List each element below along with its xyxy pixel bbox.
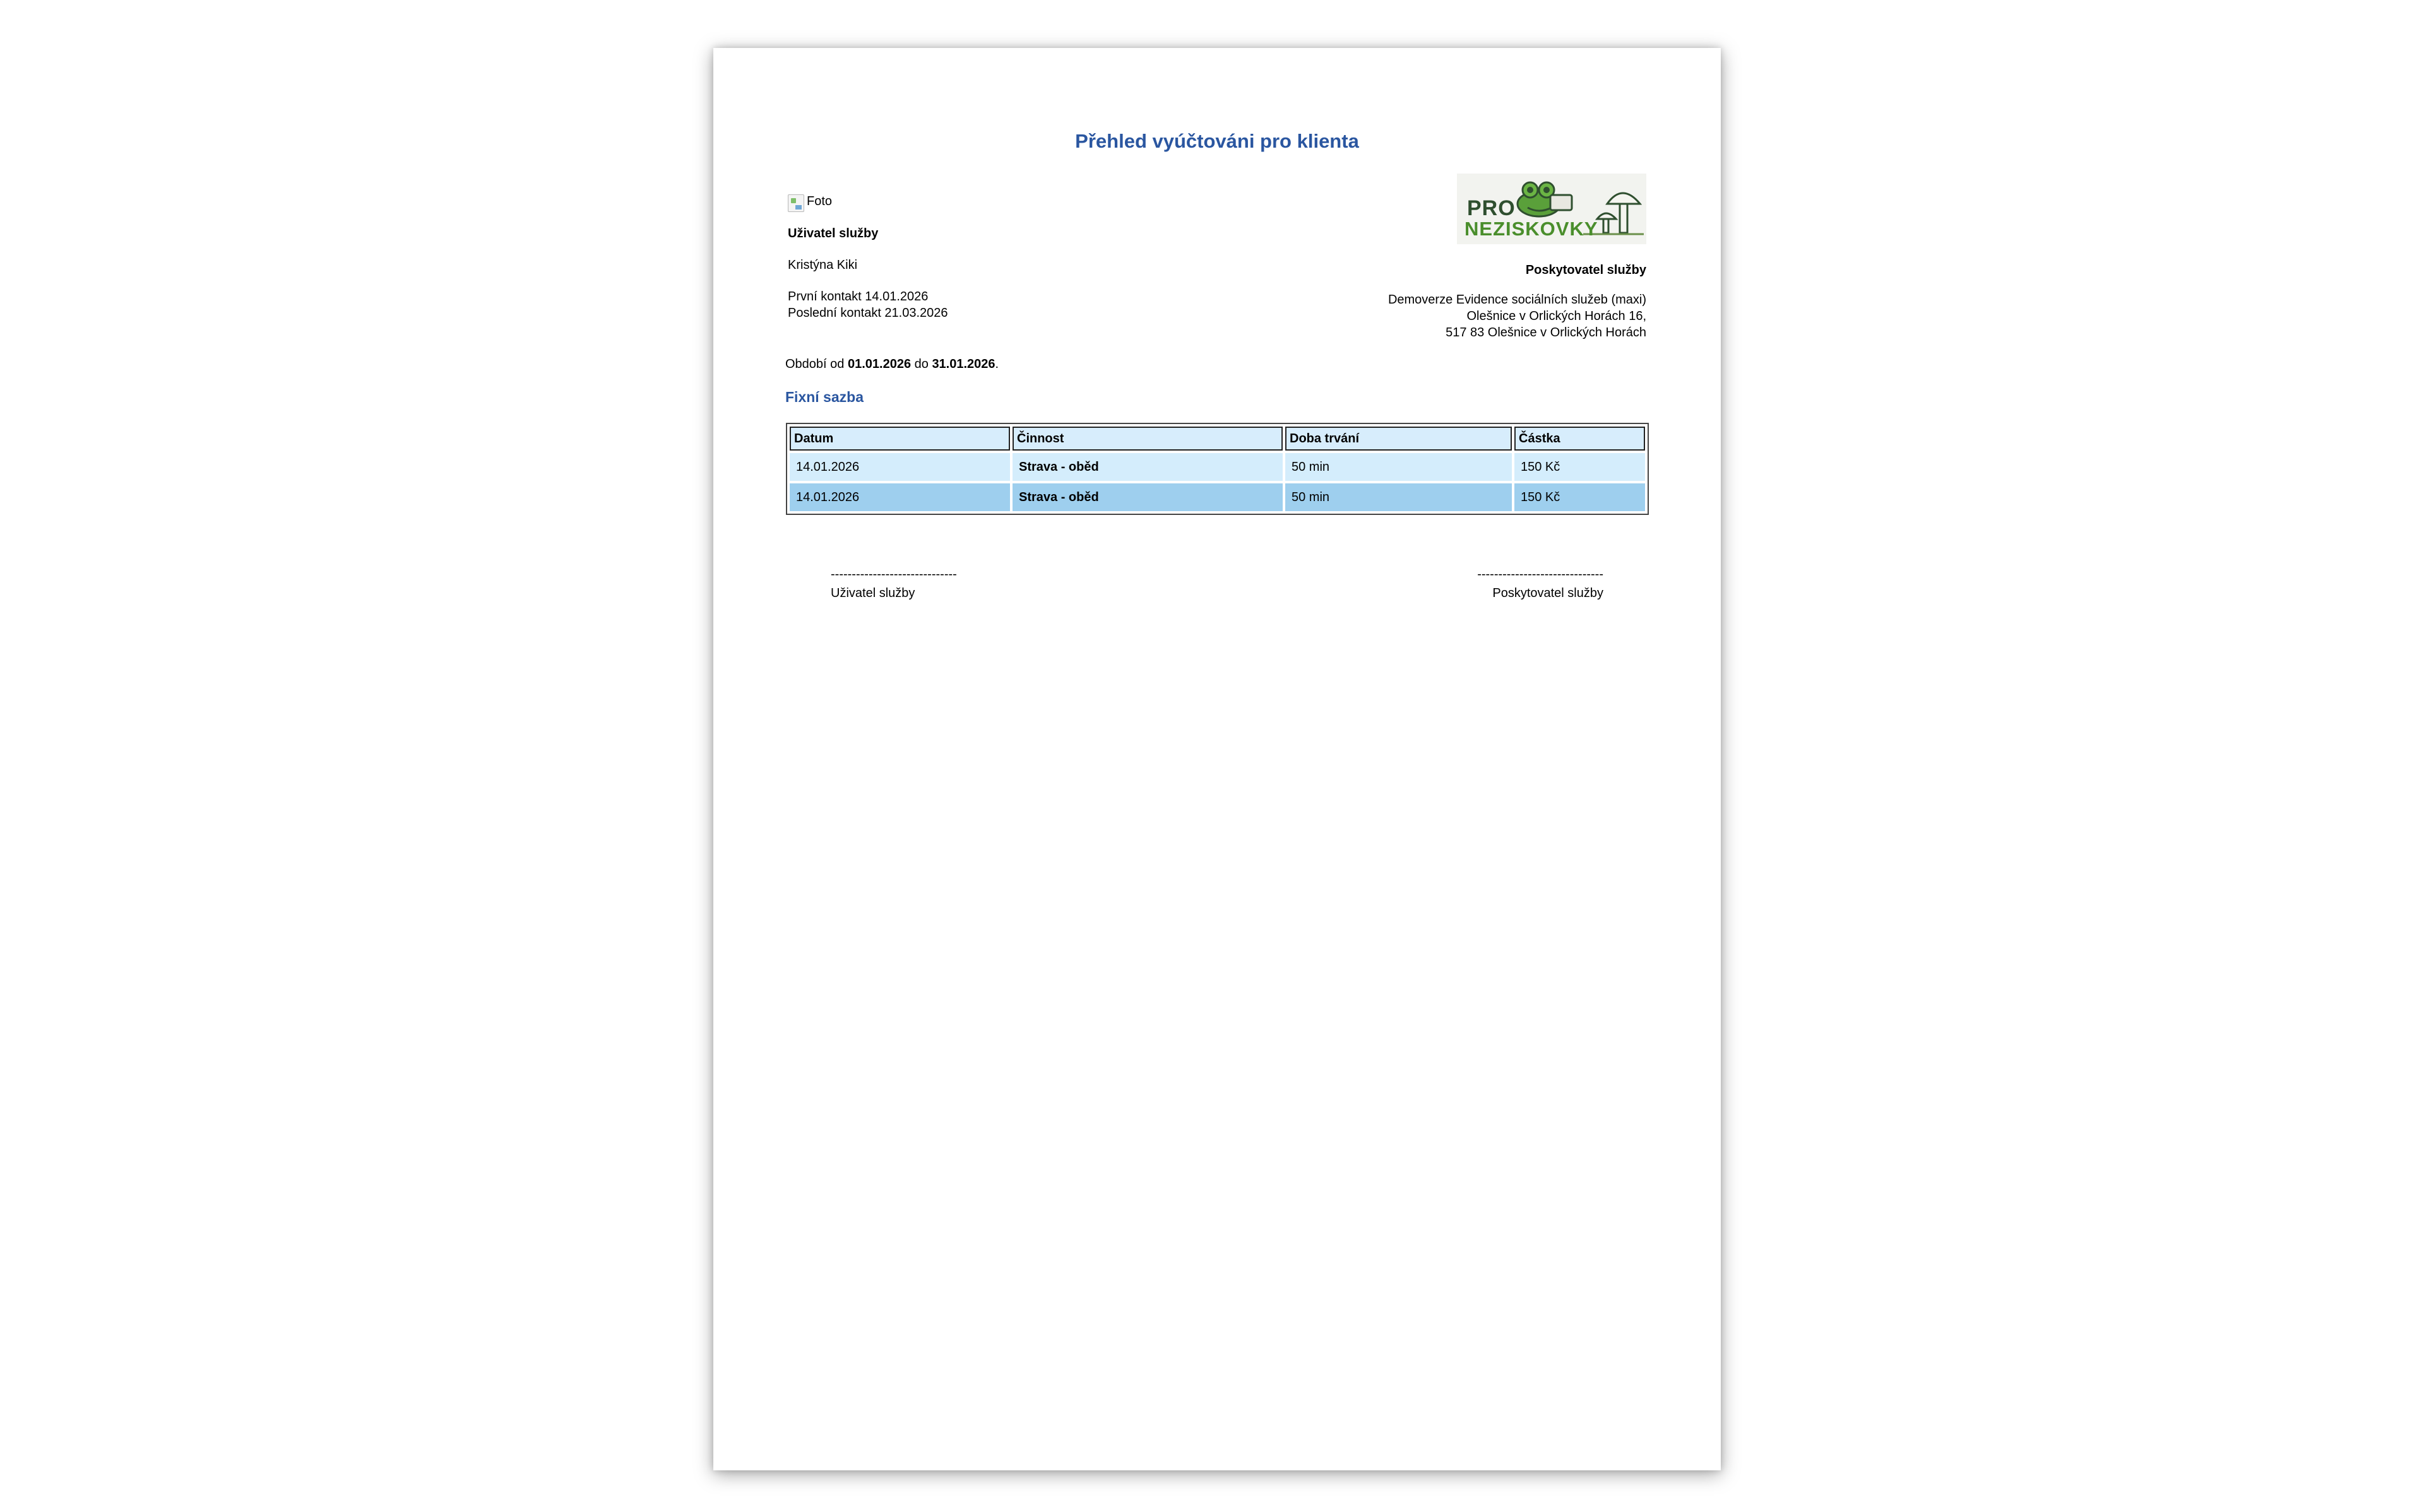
provider-heading: Poskytovatel služby bbox=[1525, 263, 1646, 277]
section-title: Fixní sazba bbox=[785, 389, 864, 405]
first-contact: První kontakt 14.01.2026 bbox=[788, 290, 929, 304]
logo-text-pro: PRO bbox=[1467, 196, 1516, 220]
cell-amount: 150 Kč bbox=[1514, 453, 1645, 481]
period-to: 31.01.2026 bbox=[932, 357, 995, 371]
user-heading: Uživatel služby bbox=[788, 227, 879, 240]
header-amount: Částka bbox=[1514, 427, 1645, 451]
period-suffix: . bbox=[995, 357, 999, 371]
billing-period bbox=[785, 356, 999, 372]
cell-duration: 50 min bbox=[1285, 483, 1512, 511]
cell-date: 14.01.2026 bbox=[790, 453, 1010, 481]
broken-image-icon bbox=[788, 194, 804, 212]
period-prefix: Období od bbox=[785, 357, 848, 371]
provider-address-line1: Demoverze Evidence sociálních služeb (maxi) bbox=[1387, 293, 1646, 307]
period-middle: do bbox=[911, 357, 932, 371]
cell-date: 14.01.2026 bbox=[790, 483, 1010, 511]
cell-amount: 150 Kč bbox=[1514, 483, 1645, 511]
user-name: Kristýna Kiki bbox=[788, 258, 858, 272]
cell-activity: Strava - oběd bbox=[1013, 453, 1283, 481]
last-contact: Poslední kontakt 21.03.2026 bbox=[788, 306, 948, 320]
document-title: Přehled vyúčtováni pro klienta bbox=[1075, 130, 1359, 152]
signature-line-user: ------------------------------ bbox=[831, 567, 957, 581]
provider-address-line3: 517 83 Olešnice v Orlických Horách bbox=[1446, 326, 1646, 340]
logo-text-neziskovky: NEZISKOVKY bbox=[1464, 218, 1598, 240]
signature-line-provider: ------------------------------ bbox=[1477, 567, 1603, 581]
period-from: 01.01.2026 bbox=[847, 357, 912, 371]
table-header-row bbox=[790, 427, 1645, 451]
provider-address-line2: Olešnice v Orlických Horách 16, bbox=[1466, 309, 1646, 323]
photo-alt-text: Foto bbox=[807, 194, 833, 208]
header-date: Datum bbox=[790, 427, 1010, 451]
table-row bbox=[790, 453, 1645, 481]
cell-activity: Strava - oběd bbox=[1013, 483, 1283, 511]
signature-label-provider: Poskytovatel služby bbox=[1492, 586, 1603, 600]
billing-table bbox=[786, 423, 1649, 515]
header-activity: Činnost bbox=[1013, 427, 1283, 451]
pro-neziskovky-logo bbox=[1457, 174, 1646, 244]
client-photo bbox=[788, 193, 832, 212]
table-row bbox=[790, 483, 1645, 511]
frog-icon bbox=[1518, 182, 1572, 216]
cell-duration: 50 min bbox=[1285, 453, 1512, 481]
document-page bbox=[713, 48, 1721, 1470]
header-duration: Doba trvání bbox=[1285, 427, 1512, 451]
signature-label-user: Uživatel služby bbox=[831, 586, 915, 600]
